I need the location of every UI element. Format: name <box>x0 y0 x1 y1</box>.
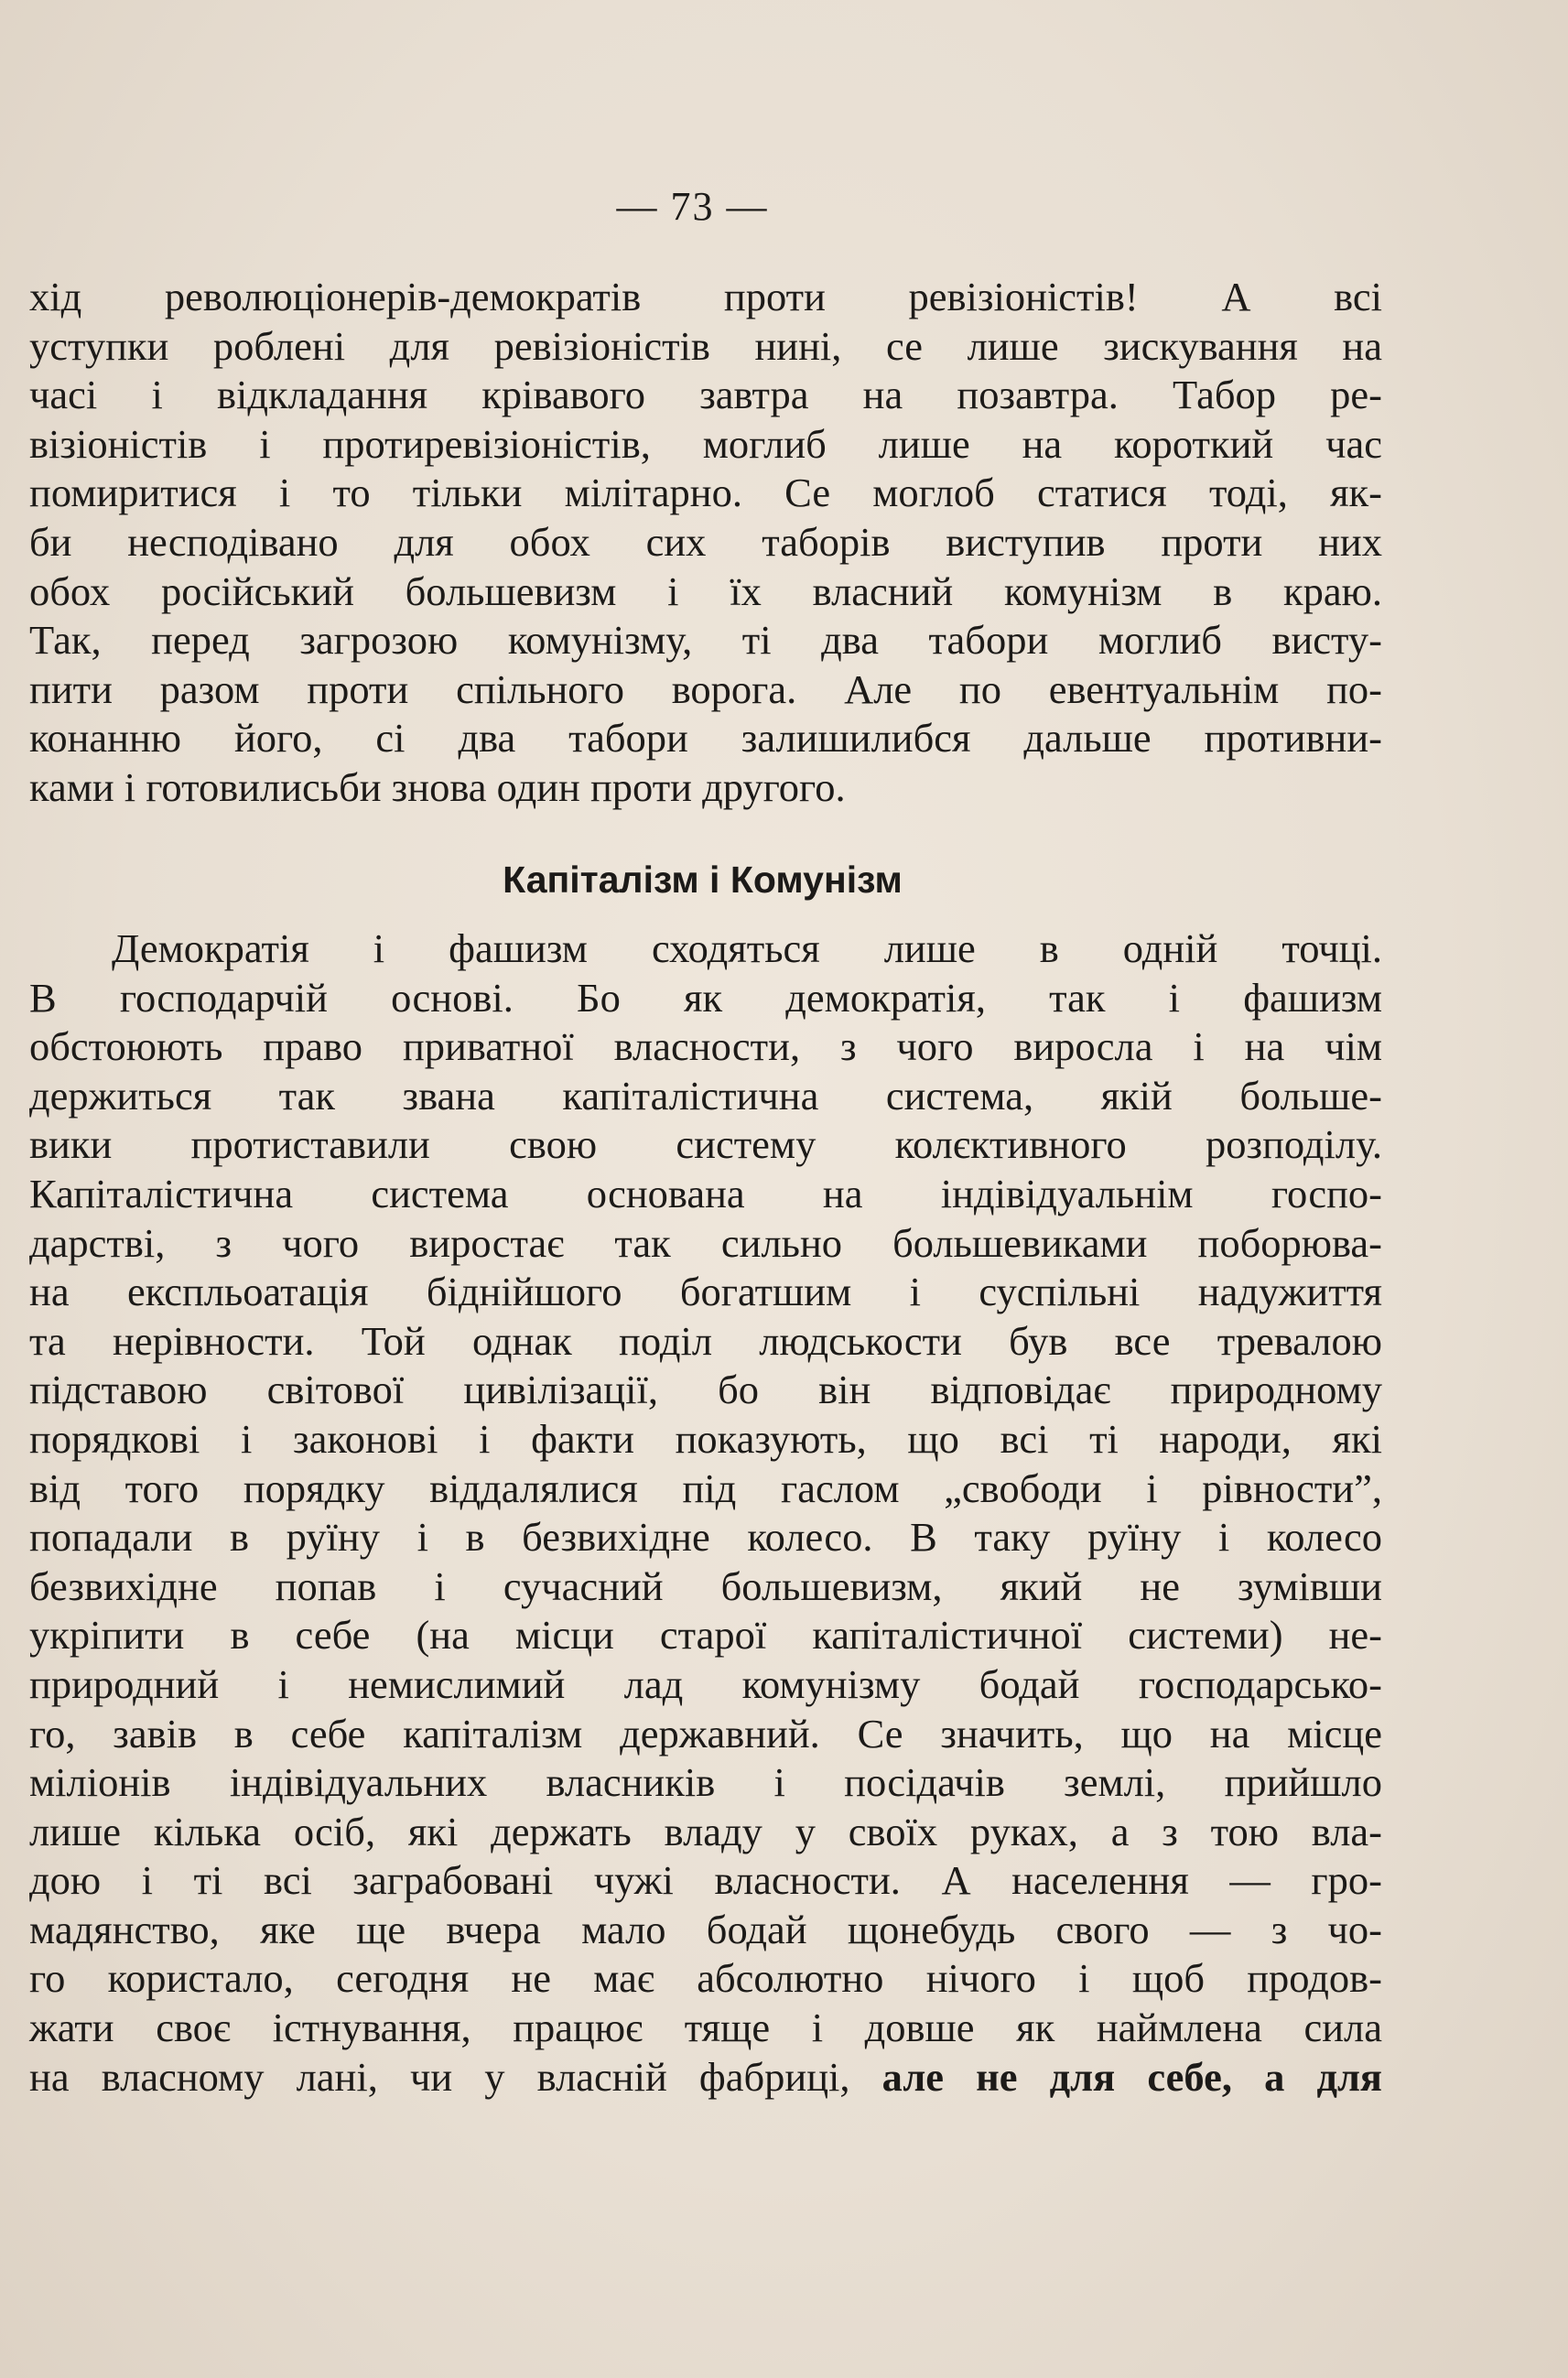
text-line: Так, перед загрозою комунізму, ті два табори моглиб висту- <box>29 617 1382 664</box>
text-line: порядкові і законові і факти показують, що всі ті народи, які <box>29 1415 1382 1462</box>
text-line: уступки роблені для ревізіоністів нині, се лише зискування на <box>29 322 1382 369</box>
text-line: пити разом проти спільного ворога. Але по евентуальнім по- <box>29 665 1382 712</box>
text-line: ками і готовилисьби знова один проти другого. <box>29 763 846 810</box>
text-line: природний і немислимий лад комунізму бодай господарсько- <box>29 1660 1382 1707</box>
text-line: та нерівности. Той однак поділ людськости був все тревалою <box>29 1317 1382 1364</box>
text-line: Демократія і фашизм сходяться лише в одній точці. <box>112 925 1382 971</box>
page-number: — 73 — <box>616 184 769 229</box>
text-line: безвихідне попав і сучасний большевизм, який не зумівши <box>29 1562 1382 1609</box>
text-line: дою і ті всі заграбовані чужі власности. А населення — гро- <box>29 1857 1382 1904</box>
text-line: укріпити в себе (на місци старої капіталістичної системи) не- <box>29 1612 1382 1659</box>
text-line: підставою світової цивілізації, бо він відповідає природному <box>29 1367 1382 1413</box>
text-line: мадянство, яке ще вчера мало бодай щонебудь свого — з чо- <box>29 1906 1382 1952</box>
text-line: обох російський большевизм і їх власний комунізм в краю. <box>29 567 1382 614</box>
paragraph-2 <box>29 924 1382 2102</box>
text-line: обстоюють право приватної власности, з чого виросла і на чім <box>29 1023 1382 1070</box>
text-line: візіоністів і протиревізіоністів, моглиб лише на короткий час <box>29 420 1382 467</box>
section-heading: Капіталізм і Комунізм <box>503 859 903 901</box>
text-line: В господарчій основі. Бо як демократія, так і фашизм <box>29 974 1382 1021</box>
text-line: дарстві, з чого виростає так сильно большевиками поборюва- <box>29 1219 1382 1266</box>
text-line: помиритися і то тільки мілітарно. Се моглоб статися тоді, як- <box>29 470 1382 516</box>
text-line-final <box>29 2053 1382 2102</box>
text-line: Капіталістична система основана на індівідуальнім госпо- <box>29 1170 1382 1216</box>
text-line: го користало, сегодня не має абсолютно нічого і щоб продов- <box>29 1955 1382 2002</box>
text-line: від того порядку віддалялися під гаслом „свободи і рівности”, <box>29 1465 1382 1511</box>
paragraph-1 <box>29 273 1382 813</box>
final-line-regular: на власному лані, чи у власній фабриці, <box>29 2053 850 2100</box>
text-line: вики протиставили свою систему колєктивного розподілу. <box>29 1121 1382 1168</box>
text-line: го, завів в себе капіталізм державний. Се значить, що на місце <box>29 1710 1382 1756</box>
text-line: часі і відкладання крівавого завтра на позавтра. Табор ре- <box>29 372 1382 418</box>
text-line: би несподівано для обох сих таборів виступив проти них <box>29 518 1382 565</box>
final-line-bold: але не для себе, а для <box>881 2053 1382 2100</box>
text-line: жати своє істнування, працює тяще і довше як наймлена сила <box>29 2005 1382 2051</box>
text-line: конанню його, сі два табори залишилибся дальше противни- <box>29 715 1382 762</box>
text-line: лише кілька осіб, які держать владу у своїх руках, а з тою вла- <box>29 1808 1382 1854</box>
text-line: міліонів індівідуальних власників і посідачів землі, прийшло <box>29 1759 1382 1806</box>
text-line: на експльоатація біднійшого богатшим і суспільні надужиття <box>29 1269 1382 1315</box>
text-line: держиться так звана капіталістична система, якій больше- <box>29 1072 1382 1119</box>
text-line: хід революціонерів-демократів проти ревізіоністів! А всі <box>29 274 1382 319</box>
text-line: попадали в руїну і в безвихідне колесо. В таку руїну і колесо <box>29 1514 1382 1561</box>
